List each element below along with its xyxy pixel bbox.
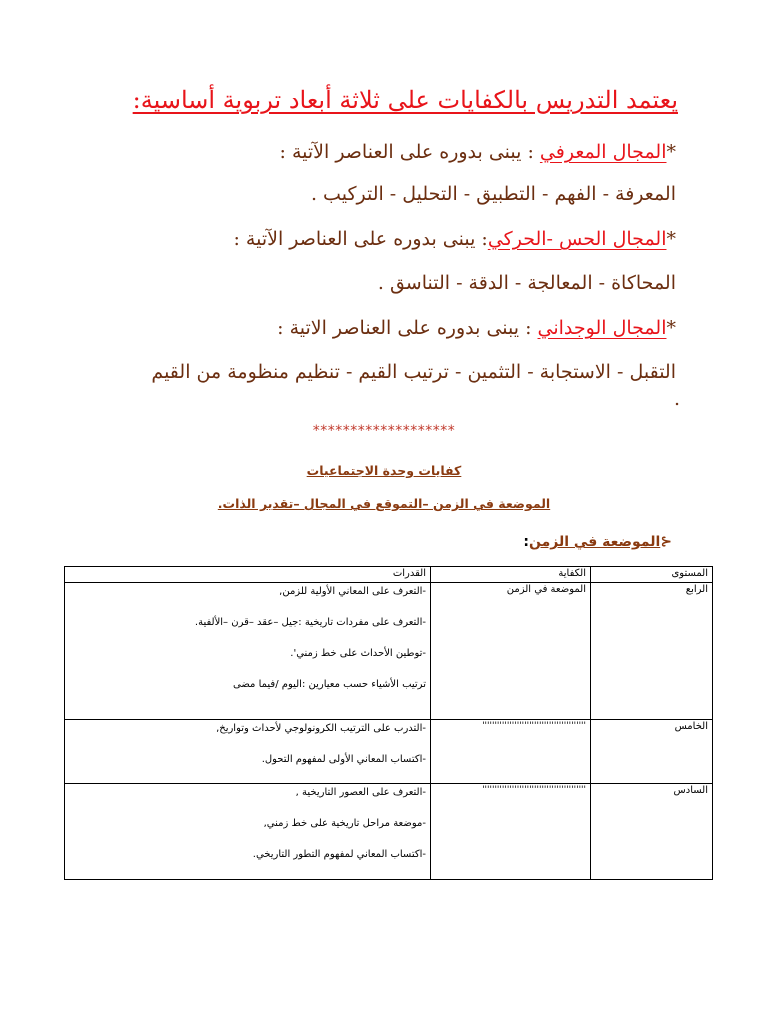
competency-table [64,566,713,880]
domain-psychomotor-text: : يبنى بدوره على العناصر الآتية : [233,228,488,250]
domain-cognitive-text: : يبنى بدوره على العناصر الآتية : [279,141,540,163]
table-header-row [65,567,713,583]
ability-item: -توطين الأحداث على خط زمني'. [290,648,426,659]
ability-item: ترتيب الأشياء حسب معيارين :اليوم /فيما مضى [233,679,426,690]
cell-competency: '''''''''''''''''''''''''''''''''''''''''' [431,784,591,880]
cell-competency: الموضعة في الزمن [431,583,591,720]
bullet-star: * [666,228,676,250]
header-abilities: القدرات [65,567,431,583]
trailing-dot: . [673,388,680,410]
domain-affective-heading: المجال الوجداني [537,317,667,339]
cell-level: الرابع [591,583,713,720]
cell-level: السادس [591,784,713,880]
section-heading [523,534,672,550]
section-label: الموضعة في الزمن [529,534,661,550]
ability-item: -موضعة مراحل تاريخية على خط زمني, [263,818,426,829]
header-competency: الكفاية [431,567,591,583]
bullet-star: * [666,141,676,163]
cell-abilities [65,720,431,784]
ability-item: -التعرف على مفردات تاريخية :جيل –عقد –قرن –الألفية. [194,617,426,628]
subtitle-competency-list: الموضعة في الزمن –التموقع في المجال –تقدير الذات. [217,496,551,511]
domain-psychomotor [233,228,676,250]
ability-item: -التعرف على المعاني الأولية للزمن, [279,586,426,597]
header-level: المستوى [591,567,713,583]
ability-item: -التعرف على العصور التاريخية , [295,787,426,798]
stars-divider: ******************* [312,423,456,439]
domain-cognitive [280,141,676,163]
domain-psychomotor-elements: المحاكاة - المعالجة - الدقة - التناسق . [377,272,676,294]
subtitle-unit-competencies: كفايات وحدة الاجتماعيات [306,463,462,478]
domain-cognitive-heading: المجال المعرفي [539,141,667,163]
domain-psychomotor-heading: المجال الحس -الحركي [487,228,667,250]
section-colon: : [523,534,530,550]
domain-cognitive-elements: المعرفة - الفهم - التطبيق - التحليل - التركيب . [310,183,676,205]
bullet-star: * [666,317,676,339]
ability-item: -اكتساب المعاني الأولى لمفهوم التحول. [261,754,426,765]
cell-abilities [65,583,431,720]
section-bullet-icon: ⊰ [660,534,672,550]
cell-level: الخامس [591,720,713,784]
domain-affective-elements: التقبل - الاستجابة - التثمين - ترتيب القيم - تنظيم منظومة من القيم [151,361,676,383]
page-title: يعتمد التدريس بالكفايات على ثلاثة أبعاد تربوية أساسية: [132,86,678,114]
cell-competency: '''''''''''''''''''''''''''''''''''''''''' [431,720,591,784]
table-row [65,720,713,784]
ability-item: -التدرب على الترتيب الكرونولوجي لأحداث وتواريخ, [216,723,426,734]
domain-affective [277,317,676,339]
cell-abilities [65,784,431,880]
ability-item: -اكتساب المعاني لمفهوم التطور التاريخي. [252,849,426,860]
table-row [65,583,713,720]
table-row [65,784,713,880]
domain-affective-text: : يبنى بدوره على العناصر الاتية : [277,317,538,339]
